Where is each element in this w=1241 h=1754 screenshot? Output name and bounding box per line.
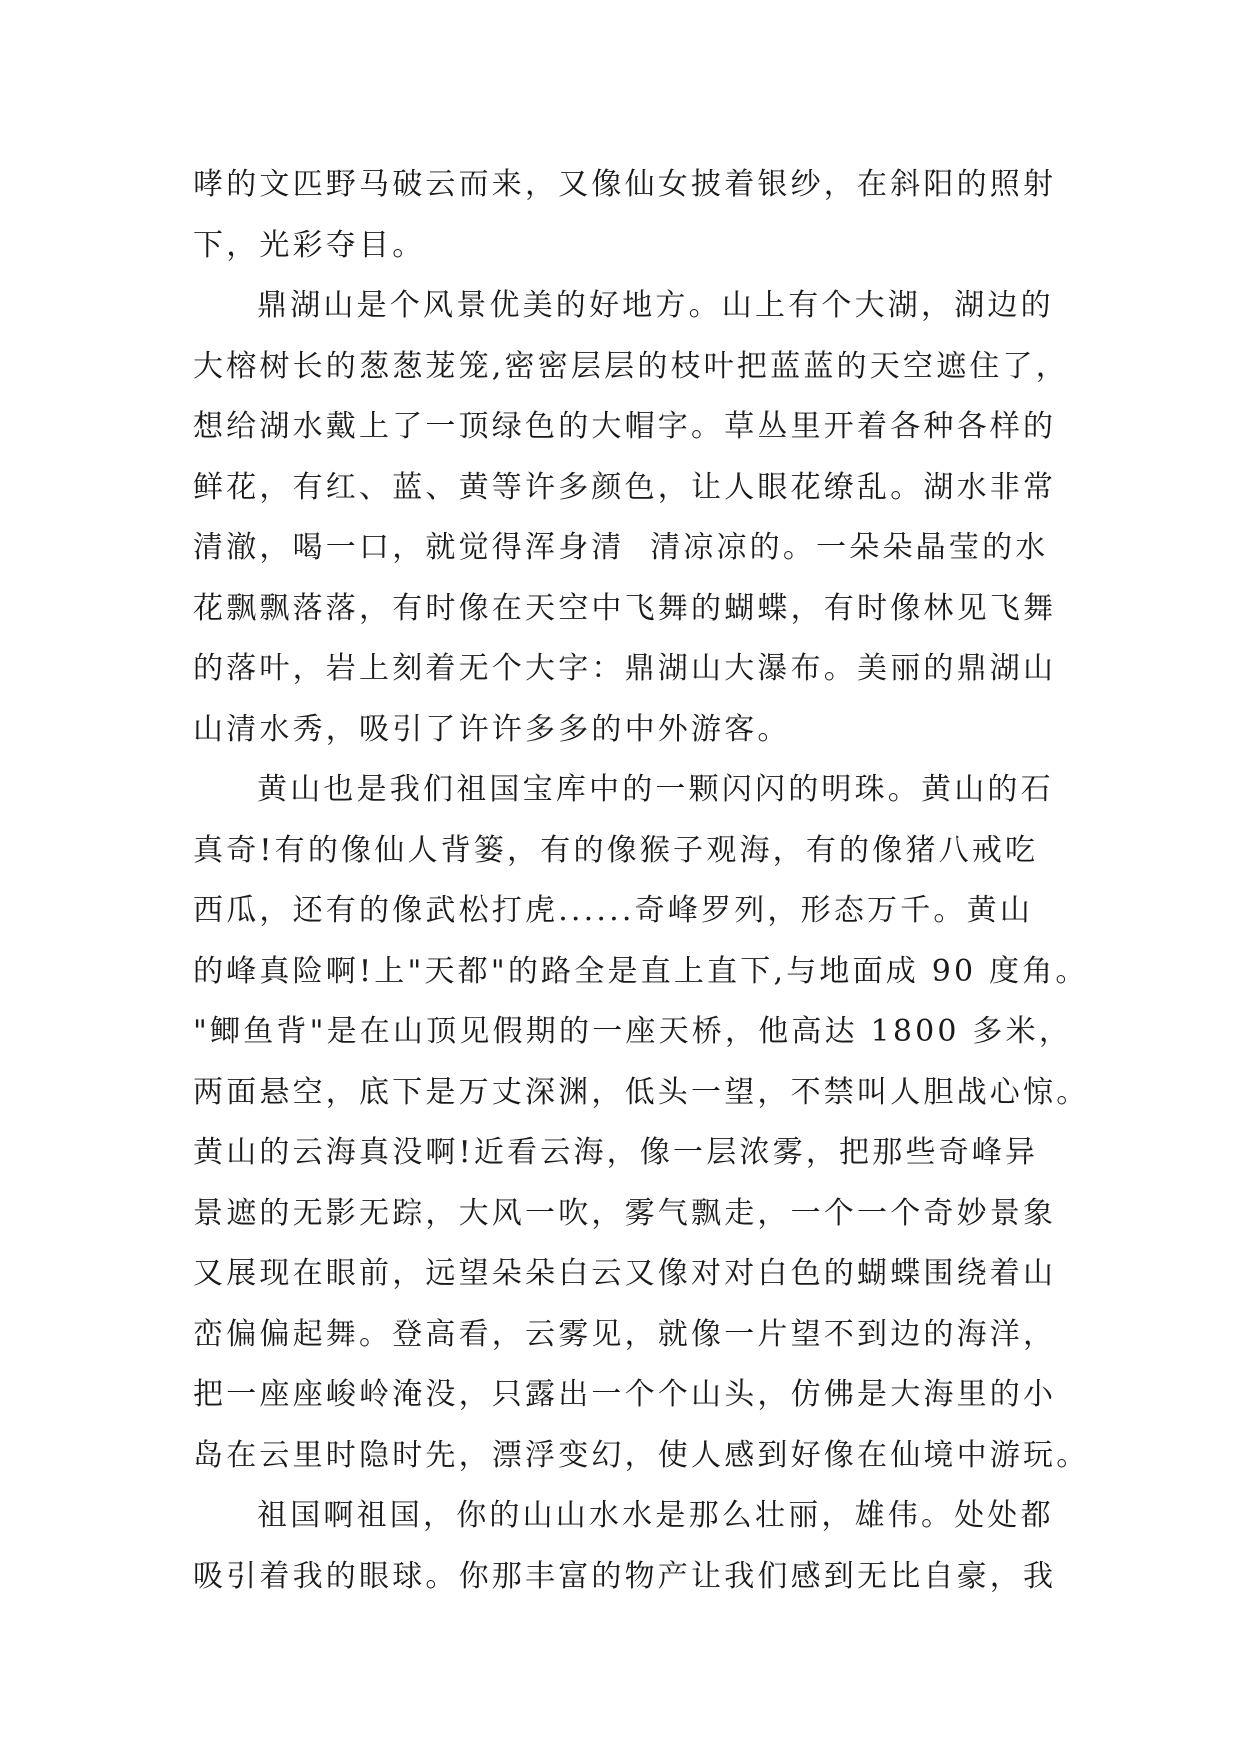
text-line: "鲫鱼背"是在山顶见假期的一座天桥，他高达 1800 多米， — [193, 1014, 1073, 1049]
text-line: 大榕树长的葱葱茏笼,密密层层的枝叶把蓝蓝的天空遮住了， — [193, 348, 1069, 384]
text-line: 又展现在眼前，远望朵朵白云又像对对白色的蝴蝶围绕着山 — [193, 1256, 1057, 1291]
text-line: 山清水秀，吸引了许许多多的中外游客。 — [193, 711, 791, 747]
paragraph-start-line: 鼎湖山是个风景优美的好地方。山上有个大湖，湖边的 — [257, 288, 1054, 323]
text-line: 西瓜，还有的像武松打虎......奇峰罗列，形态万千。黄山 — [193, 893, 1034, 928]
text-line: 两面悬空，底下是万丈深渊，低头一望，不禁叫人胆战心惊。 — [193, 1074, 1090, 1110]
text-line: 哮的文匹野马破云而来，又像仙女披着银纱，在斜阳的照射 — [193, 167, 1057, 202]
text-line: 花飘飘落落，有时像在天空中飞舞的蝴蝶，有时像林见飞舞 — [193, 590, 1057, 626]
paragraph-start-line: 祖国啊祖国，你的山山水水是那么壮丽，雄伟。处处都 — [257, 1498, 1054, 1533]
text-line: 黄山的云海真没啊!近看云海，像一层浓雾，把那些奇峰异 — [193, 1135, 1039, 1170]
text-line: 的峰真险啊!上"天都"的路全是直上直下,与地面成 90 度角。 — [193, 953, 1089, 989]
text-line: 吸引着我的眼球。你那丰富的物产让我们感到无比自豪，我 — [193, 1558, 1057, 1594]
text-line: 鲜花，有红、蓝、黄等许多颜色，让人眼花缭乱。湖水非常 — [193, 469, 1057, 505]
text-line: 清澈，喝一口，就觉得浑身清 清凉凉的。一朵朵晶莹的水 — [193, 530, 1049, 565]
text-line: 真奇!有的像仙人背篓，有的像猴子观海，有的像猪八戒吃 — [193, 832, 1039, 868]
text-line: 景遮的无影无踪，大风一吹，雾气飘走，一个一个奇妙景象 — [193, 1195, 1057, 1231]
text-line: 想给湖水戴上了一顶绿色的大帽字。草丛里开着各种各样的 — [193, 409, 1057, 444]
text-line: 峦偏偏起舞。登高看，云雾见，就像一片望不到边的海洋， — [193, 1316, 1057, 1352]
text-line: 把一座座峻岭淹没，只露出一个个山头，仿佛是大海里的小 — [193, 1377, 1057, 1412]
text-line: 岛在云里时隐时先，漂浮变幻，使人感到好像在仙境中游玩。 — [193, 1437, 1090, 1473]
text-line: 下，光彩夺目。 — [193, 227, 426, 263]
document-body — [193, 155, 1090, 1607]
paragraph-start-line: 黄山也是我们祖国宝库中的一颗闪闪的明珠。黄山的石 — [257, 772, 1054, 807]
text-line: 的落叶，岩上刻着无个大字：鼎湖山大瀑布。美丽的鼎湖山 — [193, 651, 1057, 686]
